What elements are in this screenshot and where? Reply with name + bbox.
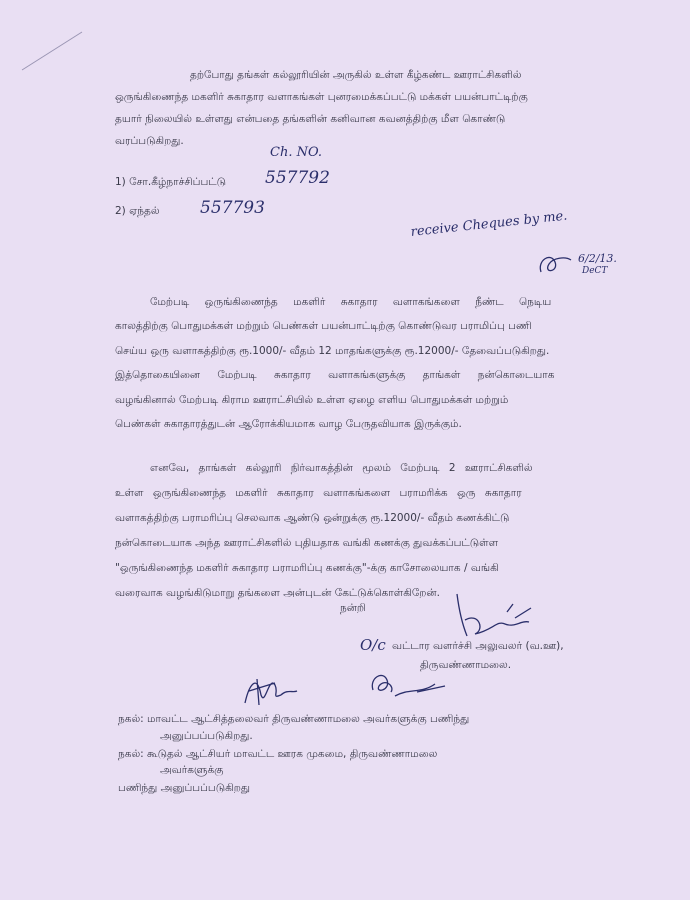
para2-line: உள்ள ஒருங்கிணைந்த மகளிர் சுகாதார வளாகங்களை பராமரிக்க ஒரு சுகாதார (115, 487, 522, 499)
intro-line: வரப்படுகிறது. (115, 135, 184, 147)
copy-line: அனுப்பப்படுகிறது. (160, 730, 253, 742)
thanks-text: நன்றி (340, 602, 366, 614)
handwritten-note-date: 6/2/13. (578, 252, 617, 265)
para1-line: மேற்படி ஒருங்கிணைந்த மகளிர் சுகாதார வளாகங்களை நீண்ட நெடிய (150, 296, 552, 308)
intro-line: ஒருங்கிணைந்த மகளிர் சுகாதார வளாகங்கள் புனரமைக்கப்பட்டு மக்கள் பயன்பாட்டிற்கு (115, 91, 528, 103)
para1-line: வழங்கினால் மேற்படி கிராம ஊராட்சியில் உள்ள ஏழை எளிய பொதுமக்கள் மற்றும் (115, 394, 509, 406)
handwritten-ch-no: Ch. NO. (270, 145, 322, 160)
para2-line: வளாகத்திற்கு பராமரிப்பு செலவாக ஆண்டு ஒன்றுக்கு ரூ.12000/- வீதம் கணக்கிட்டு (115, 512, 510, 524)
handwritten-cheque-1: 557792 (265, 168, 330, 188)
para2-line: நன்கொடையாக அந்த ஊராட்சிகளில் புதியதாக வங்கி கணக்கு துவக்கப்பட்டுள்ள (115, 537, 499, 549)
handwritten-note-dect: DeCT (582, 266, 608, 276)
handwritten-cheque-2: 557793 (200, 198, 265, 218)
village-2: 2) ஏந்தல் (115, 205, 160, 217)
handwritten-receipt-note: receive Cheques by me. (410, 208, 569, 240)
intro-line: தயார் நிலையில் உள்ளது என்பதை தங்களின் கனிவான கவனத்திற்கு மீள கொண்டு (115, 113, 506, 125)
para2-line: வரைவாக வழங்கிடுமாறு தங்களை அன்புடன் கேட்டுக்கொள்கிறேன். (115, 587, 440, 599)
para1-line: பெண்கள் சுகாதாரத்துடன் ஆரோக்கியமாக வாழ பேருதவியாக இருக்கும். (115, 418, 462, 430)
note-signature-scribble (535, 250, 575, 280)
para1-line: செய்ய ஒரு வளாகத்திற்கு ரூ.1000/- வீதம் 12 மாதங்களுக்கு ரூ.12000/- தேவைப்படுகிறது. (115, 345, 550, 357)
copy-line: அவர்களுக்கு (160, 764, 224, 776)
oc-mark: O/c (360, 636, 386, 654)
village-1: 1) சோ.கீழ்நாச்சிப்பட்டு (115, 176, 226, 188)
initial-signature-2 (365, 668, 455, 708)
copy-line: பணிந்து அனுப்பப்படுகிறது (118, 782, 250, 794)
officer-designation: வட்டார வளர்ச்சி அலுவலர் (வ.ஊ), (392, 640, 564, 652)
para2-line: எனவே, தாங்கள் கல்லூரி நிர்வாகத்தின் மூலம் மேற்படி 2 ஊராட்சிகளில் (150, 462, 533, 474)
intro-line: தற்போது தங்கள் கல்லூரியின் அருகில் உள்ள கீழ்கண்ட ஊராட்சிகளில் (190, 69, 522, 81)
corner-mark (20, 18, 100, 78)
initial-signature-1 (235, 665, 315, 715)
officer-place: திருவண்ணாமலை. (420, 659, 512, 671)
para1-line: இத்தொகையினை மேற்படி சுகாதார வளாகங்களுக்கு தாங்கள் நன்கொடையாக (115, 369, 555, 381)
copy-line: நகல்: கூடுதல் ஆட்சியர் மாவட்ட ஊரக முகமை, திருவண்ணாமலை (118, 748, 438, 760)
para2-line: "ஒருங்கிணைந்த மகளிர் சுகாதார பராமரிப்பு கணக்கு"-க்கு காசோலையாக / வங்கி (115, 562, 499, 574)
para1-line: காலத்திற்கு பொதுமக்கள் மற்றும் பெண்கள் பயன்பாட்டிற்கு கொண்டுவர பராமிப்பு பணி (115, 320, 532, 332)
copy-line: நகல்: மாவட்ட ஆட்சித்தலைவர் திருவண்ணாமலை அவர்களுக்கு பணிந்து (118, 713, 470, 725)
